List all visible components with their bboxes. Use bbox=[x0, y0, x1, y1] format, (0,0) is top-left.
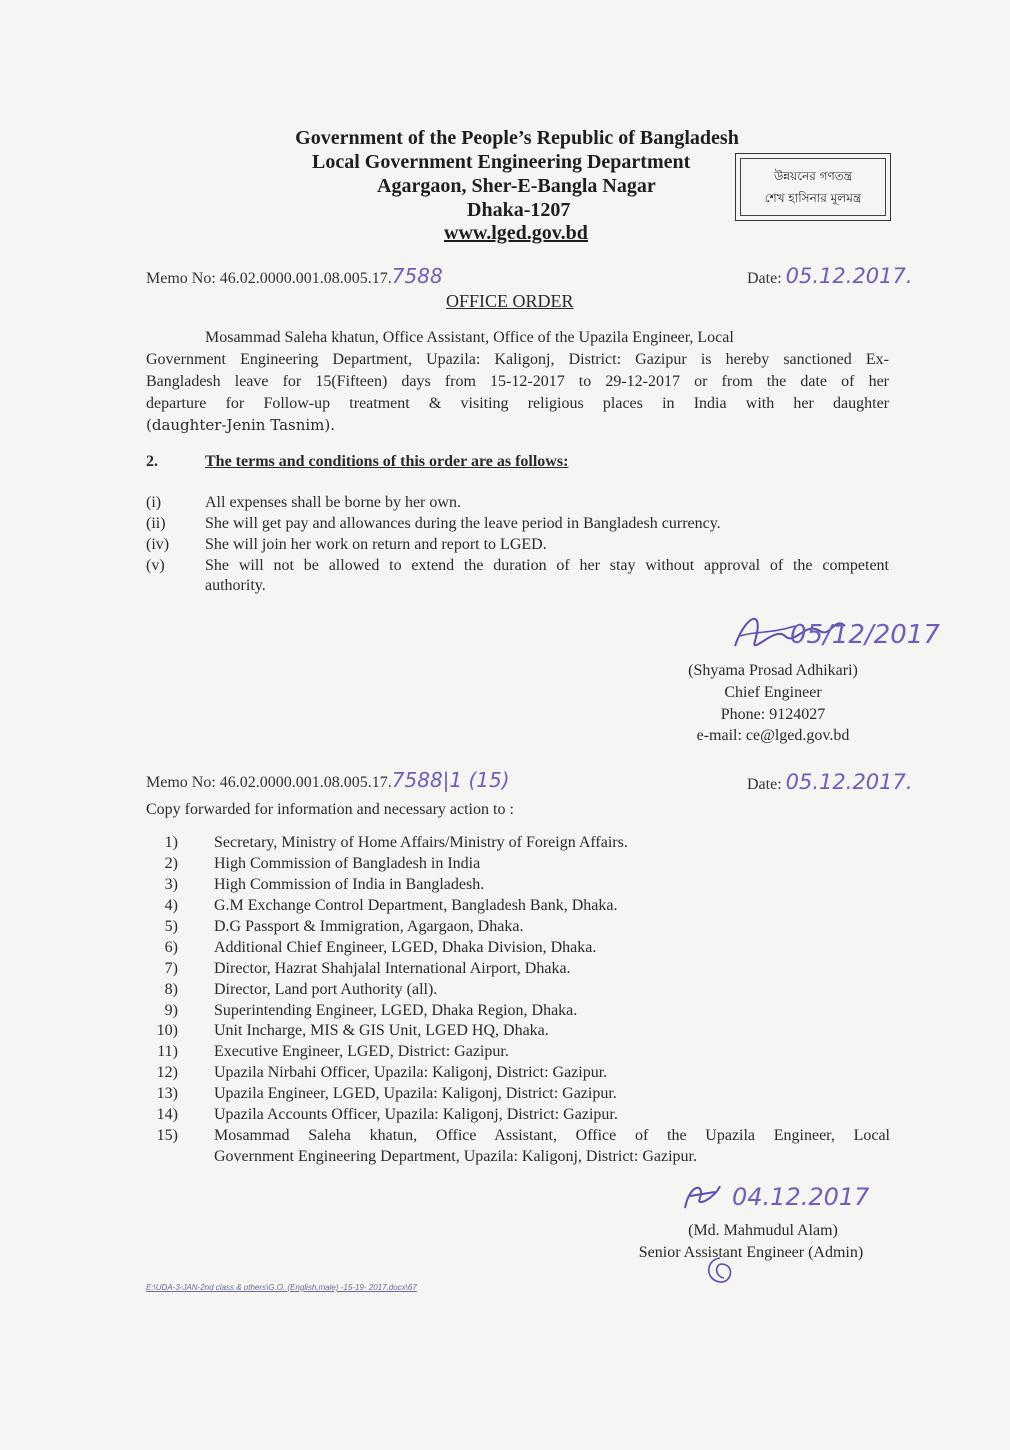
recipient-text: D.G Passport & Immigration, Agargaon, Dhaka. bbox=[214, 918, 524, 935]
senior-engineer-scribble-icon bbox=[700, 1250, 740, 1290]
slogan-line1: উন্নয়নের গণতন্ত্র bbox=[773, 169, 853, 183]
recipient-num: 2) bbox=[164, 855, 178, 872]
slogan-box bbox=[735, 153, 891, 221]
recipient-num: 10) bbox=[156, 1022, 178, 1039]
term-text: She will not be allowed to extend the duration of her stay without approval of the competent bbox=[205, 557, 889, 574]
recipient-text: Secretary, Ministry of Home Affairs/Ministry of Foreign Affairs. bbox=[214, 834, 628, 851]
recipient-num: 13) bbox=[156, 1085, 178, 1102]
term-num: (v) bbox=[146, 557, 165, 574]
term-text: She will get pay and allowances during the leave period in Bangladesh currency. bbox=[205, 515, 721, 532]
term-num: (iv) bbox=[146, 536, 170, 553]
copy-memo-number bbox=[146, 768, 510, 792]
recipient-num: 1) bbox=[164, 834, 178, 851]
recipient-num: 12) bbox=[156, 1064, 178, 1081]
recipient-text: Director, Hazrat Shahjalal International Airport, Dhaka. bbox=[214, 960, 571, 977]
order-body-line-1: Mosammad Saleha khatun, Office Assistant, Office of the Upazila Engineer, Local bbox=[205, 329, 734, 346]
order-body-line-3: Bangladesh leave for 15(Fifteen) days from 15-12-2017 to 29-12-2017 or from the date of her bbox=[146, 373, 889, 390]
memo-label: Memo No: 46.02.0000.001.08.005.17. bbox=[146, 270, 392, 287]
header-website-link[interactable]: www.lged.gov.bd bbox=[444, 222, 588, 244]
recipient-text: Superintending Engineer, LGED, Dhaka Region, Dhaka. bbox=[214, 1002, 578, 1019]
term-text: She will join her work on return and report to LGED. bbox=[205, 536, 547, 553]
copy-date-label: Date: bbox=[747, 776, 782, 793]
senior-engineer-signature-date: 04.12.2017 bbox=[732, 1183, 870, 1211]
term-num: (i) bbox=[146, 494, 162, 511]
header-city: Dhaka-1207 bbox=[467, 199, 571, 221]
terms-heading: The terms and conditions of this order are as follows: bbox=[205, 453, 569, 470]
recipient-text: Additional Chief Engineer, LGED, Dhaka Division, Dhaka. bbox=[214, 939, 597, 956]
senior-engineer-initial-icon bbox=[680, 1178, 730, 1218]
recipient-text: G.M Exchange Control Department, Bangladesh Bank, Dhaka. bbox=[214, 897, 618, 914]
terms-number: 2. bbox=[146, 453, 158, 470]
recipient-text: Director, Land port Authority (all). bbox=[214, 981, 438, 998]
term-text: All expenses shall be borne by her own. bbox=[205, 494, 461, 511]
copy-memo-label: Memo No: 46.02.0000.001.08.005.17. bbox=[146, 774, 392, 791]
recipient-num: 9) bbox=[164, 1002, 178, 1019]
order-body-line-5: (daughter-Jenin Tasnim). bbox=[146, 416, 336, 434]
memo-date bbox=[747, 264, 913, 288]
recipient-num: 14) bbox=[156, 1106, 178, 1123]
chief-engineer-phone: Phone: 9124027 bbox=[720, 706, 826, 723]
recipient-num: 3) bbox=[164, 876, 178, 893]
recipient-num: 8) bbox=[164, 981, 178, 998]
slogan-line2: শেখ হাসিনার মূলমন্ত্র bbox=[764, 191, 862, 205]
senior-engineer-name: (Md. Mahmudul Alam) bbox=[688, 1222, 838, 1239]
copy-date-handwritten: 05.12.2017. bbox=[785, 770, 913, 794]
senior-engineer-designation: Senior Assistant Engineer (Admin) bbox=[638, 1244, 864, 1261]
term-text-continued: authority. bbox=[205, 577, 266, 594]
recipient-num: 4) bbox=[164, 897, 178, 914]
chief-engineer-name: (Shyama Prosad Adhikari) bbox=[688, 662, 858, 679]
term-num: (ii) bbox=[146, 515, 166, 532]
order-body-line-4: departure for Follow-up treatment & visiting religious places in India with her daughter bbox=[146, 395, 889, 412]
office-order-title: OFFICE ORDER bbox=[446, 291, 574, 311]
recipient-text: Upazila Accounts Officer, Upazila: Kaligonj, District: Gazipur. bbox=[214, 1106, 618, 1123]
header-address: Agargaon, Sher-E-Bangla Nagar bbox=[377, 175, 656, 197]
recipient-text-continued: Government Engineering Department, Upazila: Kaligonj, District: Gazipur. bbox=[214, 1148, 697, 1165]
memo-number bbox=[146, 264, 443, 288]
file-path-footer: E:\UDA-3-JAN-2nd class & others\G.O. (English,male) -15-19- 2017.docx\67 bbox=[146, 1283, 417, 1292]
date-handwritten: 05.12.2017. bbox=[785, 264, 913, 288]
date-label: Date: bbox=[747, 270, 782, 287]
order-body-line-2: Government Engineering Department, Upazila: Kaligonj, District: Gazipur is hereby sanctioned Ex- bbox=[146, 351, 889, 368]
recipient-text: High Commission of Bangladesh in India bbox=[214, 855, 481, 872]
recipient-text: Executive Engineer, LGED, District: Gazipur. bbox=[214, 1043, 509, 1060]
recipient-text: High Commission of India in Bangladesh. bbox=[214, 876, 485, 893]
recipient-num: 15) bbox=[156, 1127, 178, 1144]
copy-intro: Copy forwarded for information and necessary action to : bbox=[146, 801, 514, 818]
recipient-text: Upazila Engineer, LGED, Upazila: Kaligonj, District: Gazipur. bbox=[214, 1085, 617, 1102]
recipient-num: 5) bbox=[164, 918, 178, 935]
chief-engineer-designation: Chief Engineer bbox=[724, 684, 822, 701]
recipient-num: 7) bbox=[164, 960, 178, 977]
recipient-text: Upazila Nirbahi Officer, Upazila: Kaligonj, District: Gazipur. bbox=[214, 1064, 608, 1081]
recipient-text: Mosammad Saleha khatun, Office Assistant, Office of the Upazila Engineer, Local bbox=[214, 1127, 890, 1144]
header-government: Government of the People’s Republic of Bangladesh bbox=[295, 127, 739, 149]
copy-memo-handwritten-number: 7588|1 (15) bbox=[391, 768, 510, 792]
copy-memo-date bbox=[747, 770, 913, 794]
memo-handwritten-number: 7588 bbox=[391, 264, 443, 288]
header-department: Local Government Engineering Department bbox=[312, 151, 691, 173]
recipient-num: 11) bbox=[157, 1043, 178, 1060]
chief-engineer-email: e-mail: ce@lged.gov.bd bbox=[696, 727, 850, 744]
recipient-num: 6) bbox=[164, 939, 178, 956]
chief-engineer-signature-date: 05/12/2017 bbox=[790, 620, 940, 650]
recipient-text: Unit Incharge, MIS & GIS Unit, LGED HQ, Dhaka. bbox=[214, 1022, 549, 1039]
